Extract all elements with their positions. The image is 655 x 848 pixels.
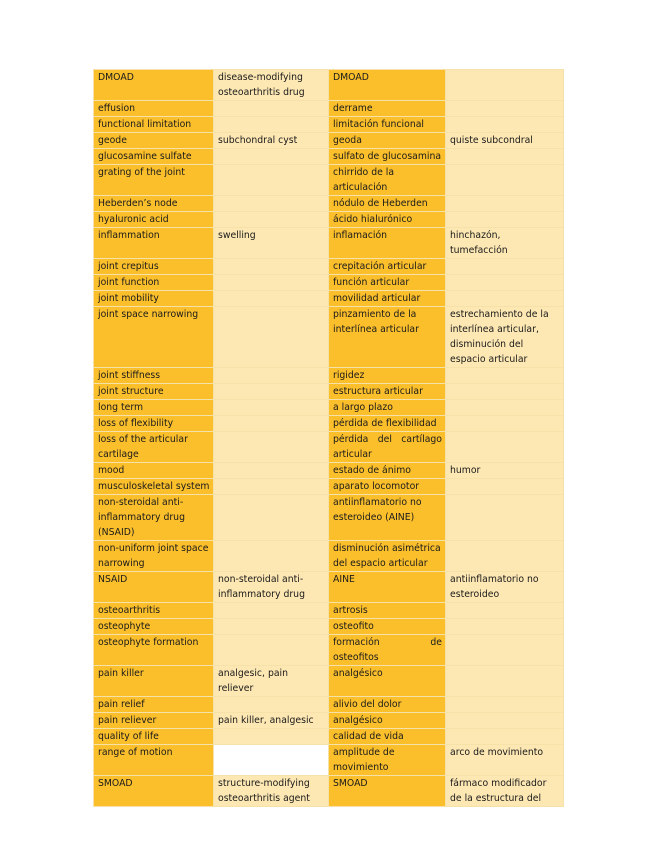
english-term-cell: functional limitation: [94, 117, 214, 133]
spanish-synonym-cell: [446, 541, 564, 572]
english-synonym-cell: structure-modifying osteoarthritis agent: [214, 776, 329, 807]
english-synonym-cell: non-steroidal anti-inflammatory drug: [214, 572, 329, 603]
spanish-term-cell: sulfato de glucosamina: [329, 149, 446, 165]
english-synonym-cell: [214, 368, 329, 384]
table-row: [94, 666, 564, 697]
spanish-synonym-cell: [446, 384, 564, 400]
spanish-term-cell: disminución asimétrica del espacio articular: [329, 541, 446, 572]
spanish-synonym-cell: [446, 697, 564, 713]
spanish-synonym-cell: [446, 101, 564, 117]
english-term-cell: osteoarthritis: [94, 603, 214, 619]
spanish-term-cell: pinzamiento de la interlínea articular: [329, 307, 446, 368]
spanish-synonym-cell: hinchazón, tumefacción: [446, 228, 564, 259]
table-row: [94, 165, 564, 196]
spanish-term-cell: antiinflamatorio no esteroideo (AINE): [329, 495, 446, 541]
spanish-term-cell: a largo plazo: [329, 400, 446, 416]
spanish-synonym-cell: estrechamiento de la interlínea articular, disminución del espacio articular: [446, 307, 564, 368]
english-term-cell: joint function: [94, 275, 214, 291]
table-row: [94, 432, 564, 463]
english-term-cell: quality of life: [94, 729, 214, 745]
spanish-term-cell: función articular: [329, 275, 446, 291]
english-synonym-cell: [214, 101, 329, 117]
english-term-cell: effusion: [94, 101, 214, 117]
spanish-synonym-cell: [446, 666, 564, 697]
spanish-term-cell: analgésico: [329, 666, 446, 697]
table-row: [94, 479, 564, 495]
table-row: [94, 619, 564, 635]
spanish-synonym-cell: [446, 416, 564, 432]
spanish-term-cell: movilidad articular: [329, 291, 446, 307]
spanish-synonym-cell: [446, 495, 564, 541]
spanish-synonym-cell: fármaco modificador de la estructura del: [446, 776, 564, 807]
spanish-synonym-cell: [446, 275, 564, 291]
english-term-cell: SMOAD: [94, 776, 214, 807]
english-term-cell: loss of flexibility: [94, 416, 214, 432]
spanish-term-cell: inflamación: [329, 228, 446, 259]
table-row: [94, 291, 564, 307]
table-row: [94, 416, 564, 432]
table-row: [94, 307, 564, 368]
table-row: [94, 196, 564, 212]
spanish-term-cell: pérdida de flexibilidad: [329, 416, 446, 432]
spanish-term-cell: ácido hialurónico: [329, 212, 446, 228]
english-term-cell: Heberden’s node: [94, 196, 214, 212]
spanish-term-cell: geoda: [329, 133, 446, 149]
table-row: [94, 400, 564, 416]
spanish-term-cell: aparato locomotor: [329, 479, 446, 495]
english-synonym-cell: [214, 495, 329, 541]
english-synonym-cell: [214, 259, 329, 275]
english-term-cell: inflammation: [94, 228, 214, 259]
spanish-synonym-cell: humor: [446, 463, 564, 479]
spanish-synonym-cell: antiinflamatorio no esteroideo: [446, 572, 564, 603]
spanish-term-cell: analgésico: [329, 713, 446, 729]
english-term-cell: range of motion: [94, 745, 214, 776]
spanish-synonym-cell: [446, 729, 564, 745]
english-term-cell: hyaluronic acid: [94, 212, 214, 228]
table-row: [94, 495, 564, 541]
spanish-term-cell: nódulo de Heberden: [329, 196, 446, 212]
table-row: [94, 635, 564, 666]
table-row: [94, 729, 564, 745]
english-synonym-cell: pain killer, analgesic: [214, 713, 329, 729]
spanish-synonym-cell: [446, 149, 564, 165]
english-synonym-cell: [214, 619, 329, 635]
spanish-term-cell: rigidez: [329, 368, 446, 384]
english-term-cell: non-uniform joint space narrowing: [94, 541, 214, 572]
spanish-term-cell: estructura articular: [329, 384, 446, 400]
spanish-term-cell: artrosis: [329, 603, 446, 619]
english-term-cell: joint mobility: [94, 291, 214, 307]
english-synonym-cell: [214, 541, 329, 572]
english-term-cell: osteophyte: [94, 619, 214, 635]
english-term-cell: joint structure: [94, 384, 214, 400]
english-term-cell: pain reliever: [94, 713, 214, 729]
english-term-cell: osteophyte formation: [94, 635, 214, 666]
table-row: [94, 275, 564, 291]
table-row: [94, 713, 564, 729]
spanish-synonym-cell: quiste subcondral: [446, 133, 564, 149]
english-term-cell: mood: [94, 463, 214, 479]
english-term-cell: joint stiffness: [94, 368, 214, 384]
english-synonym-cell: [214, 117, 329, 133]
english-synonym-cell: [214, 432, 329, 463]
english-term-cell: pain relief: [94, 697, 214, 713]
table-row: [94, 101, 564, 117]
glossary-body: [94, 70, 564, 807]
spanish-synonym-cell: [446, 479, 564, 495]
glossary-table: [93, 69, 564, 807]
english-term-cell: glucosamine sulfate: [94, 149, 214, 165]
spanish-term-cell: calidad de vida: [329, 729, 446, 745]
spanish-synonym-cell: [446, 400, 564, 416]
table-row: [94, 368, 564, 384]
english-synonym-cell: [214, 400, 329, 416]
english-synonym-cell: subchondral cyst: [214, 133, 329, 149]
english-synonym-cell: [214, 149, 329, 165]
english-term-cell: long term: [94, 400, 214, 416]
spanish-synonym-cell: [446, 291, 564, 307]
table-row: [94, 117, 564, 133]
english-synonym-cell: [214, 463, 329, 479]
table-row: [94, 259, 564, 275]
spanish-term-cell: crepitación articular: [329, 259, 446, 275]
english-term-cell: musculoskeletal system: [94, 479, 214, 495]
table-row: [94, 603, 564, 619]
spanish-synonym-cell: [446, 603, 564, 619]
spanish-term-cell: pérdida del cartílago articular: [329, 432, 446, 463]
english-term-cell: joint space narrowing: [94, 307, 214, 368]
english-term-cell: grating of the joint: [94, 165, 214, 196]
english-synonym-cell: [214, 196, 329, 212]
table-row: [94, 228, 564, 259]
spanish-term-cell: alivio del dolor: [329, 697, 446, 713]
spanish-synonym-cell: [446, 713, 564, 729]
table-row: [94, 384, 564, 400]
spanish-synonym-cell: [446, 165, 564, 196]
english-synonym-cell: [214, 416, 329, 432]
spanish-synonym-cell: arco de movimiento: [446, 745, 564, 776]
table-row: [94, 541, 564, 572]
table-row: [94, 745, 564, 776]
spanish-synonym-cell: [446, 619, 564, 635]
spanish-synonym-cell: [446, 259, 564, 275]
spanish-term-cell: DMOAD: [329, 70, 446, 101]
spanish-synonym-cell: [446, 432, 564, 463]
spanish-synonym-cell: [446, 196, 564, 212]
spanish-synonym-cell: [446, 635, 564, 666]
english-synonym-cell: [214, 635, 329, 666]
english-term-cell: geode: [94, 133, 214, 149]
english-term-cell: NSAID: [94, 572, 214, 603]
spanish-synonym-cell: [446, 368, 564, 384]
english-synonym-cell: [214, 307, 329, 368]
english-synonym-cell: swelling: [214, 228, 329, 259]
spanish-term-cell: formación de osteofitos: [329, 635, 446, 666]
english-synonym-cell: disease-modifying osteoarthritis drug: [214, 70, 329, 101]
english-term-cell: non-steroidal anti-inflammatory drug (NSAID): [94, 495, 214, 541]
english-synonym-cell: [214, 697, 329, 713]
spanish-term-cell: amplitude de movimiento: [329, 745, 446, 776]
english-term-cell: joint crepitus: [94, 259, 214, 275]
english-term-cell: DMOAD: [94, 70, 214, 101]
english-synonym-cell: [214, 745, 329, 776]
table-row: [94, 70, 564, 101]
spanish-term-cell: derrame: [329, 101, 446, 117]
table-row: [94, 776, 564, 807]
english-synonym-cell: [214, 291, 329, 307]
spanish-term-cell: SMOAD: [329, 776, 446, 807]
english-synonym-cell: [214, 275, 329, 291]
english-synonym-cell: [214, 165, 329, 196]
table-row: [94, 463, 564, 479]
english-synonym-cell: [214, 603, 329, 619]
spanish-synonym-cell: [446, 117, 564, 133]
spanish-term-cell: osteofito: [329, 619, 446, 635]
table-row: [94, 133, 564, 149]
table-row: [94, 697, 564, 713]
english-term-cell: loss of the articular cartilage: [94, 432, 214, 463]
english-synonym-cell: [214, 384, 329, 400]
english-synonym-cell: analgesic, pain reliever: [214, 666, 329, 697]
table-row: [94, 212, 564, 228]
table-row: [94, 149, 564, 165]
english-synonym-cell: [214, 479, 329, 495]
spanish-term-cell: chirrido de la articulación: [329, 165, 446, 196]
english-term-cell: pain killer: [94, 666, 214, 697]
spanish-term-cell: AINE: [329, 572, 446, 603]
english-synonym-cell: [214, 729, 329, 745]
table-row: [94, 572, 564, 603]
english-synonym-cell: [214, 212, 329, 228]
spanish-term-cell: estado de ánimo: [329, 463, 446, 479]
spanish-synonym-cell: [446, 70, 564, 101]
spanish-term-cell: limitación funcional: [329, 117, 446, 133]
spanish-synonym-cell: [446, 212, 564, 228]
